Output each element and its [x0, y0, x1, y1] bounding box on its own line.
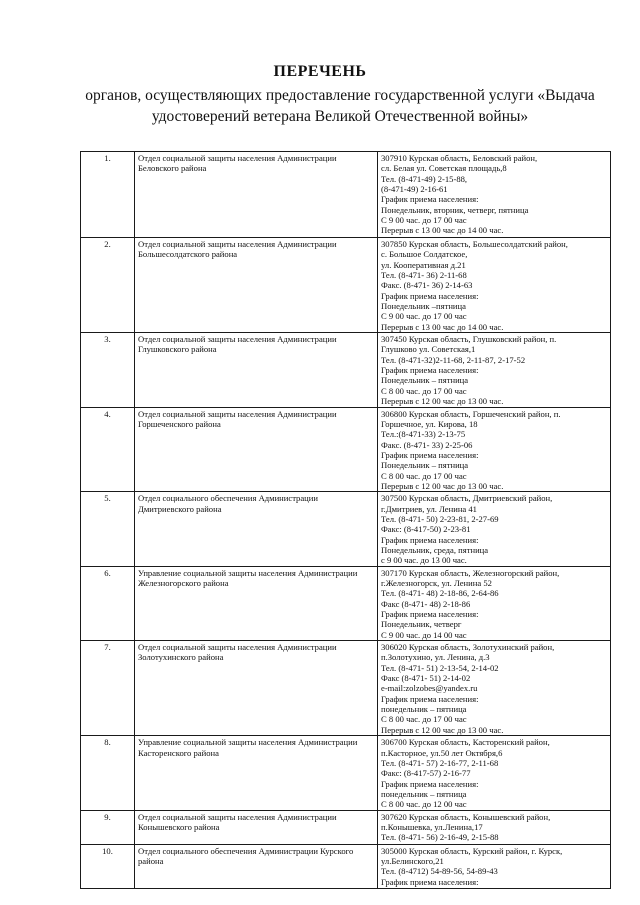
- address-line: г.Дмитриев, ул. Ленина 41: [381, 503, 477, 514]
- address-line: С 9 00 час. до 17 00 час: [381, 215, 467, 226]
- address-line: График приема населения:: [381, 534, 479, 545]
- address-line: 307500 Курская область, Дмитриевский район,: [381, 493, 553, 504]
- organization-name: Управление социальной защиты населения Администрации Касторенского района: [135, 736, 378, 810]
- organization-name: Отдел социальной защиты населения Администрации Беловского района: [135, 152, 378, 238]
- table-row: [81, 844, 611, 888]
- address-line: С 8 00 час. до 17 00 час: [381, 470, 467, 481]
- organization-name: Управление социальной защиты населения Администрации Железногорского района: [135, 566, 378, 640]
- address-contacts: [378, 844, 611, 888]
- address-line: 305000 Курская область, Курский район, г. Курск,: [381, 845, 563, 856]
- organization-name: Отдел социальной защиты населения Администрации Большесолдатского района: [135, 238, 378, 333]
- address-line: Тел. (8-471-49) 2-15-88,: [381, 173, 468, 184]
- address-line: Тел. (8-471- 36) 2-11-68: [381, 270, 467, 281]
- organization-name: Отдел социальной защиты населения Администрации Конышевского района: [135, 810, 378, 844]
- address-line: 307170 Курская область, Железногорский район,: [381, 567, 560, 578]
- table-row: [81, 641, 611, 736]
- address-line: понедельник – пятница: [381, 788, 467, 799]
- table-row: [81, 407, 611, 492]
- address-line: График приема населения:: [381, 365, 479, 376]
- row-number: 2.: [81, 238, 135, 333]
- address-line: ул. Кооперативная д.21: [381, 259, 466, 270]
- address-line: График приема населения:: [381, 194, 479, 205]
- row-number: 1.: [81, 152, 135, 238]
- address-line: С 8 00 час. до 12 00 час: [381, 799, 467, 810]
- subtitle-line: удостоверений ветерана Великой Отечественной войны»: [151, 108, 529, 125]
- address-line: Тел. (8-471- 57) 2-16-77, 2-11-68: [381, 757, 499, 768]
- address-line: График приема населения:: [381, 609, 479, 620]
- address-line: 306800 Курская область, Горшеченский район, п.: [381, 408, 561, 419]
- address-line: Понедельник, четверг: [381, 619, 462, 630]
- address-line: С 8 00 час. до 17 00 час: [381, 385, 467, 396]
- address-line: Перерыв с 13 00 час до 14 00 час.: [381, 225, 504, 236]
- organization-name: Отдел социального обеспечения Администрации Курского района: [135, 844, 378, 888]
- address-line: Тел. (8-471- 48) 2-18-86, 2-64-86: [381, 588, 499, 599]
- address-line: Тел. (8-471- 50) 2-23-81, 2-27-69: [381, 513, 499, 524]
- address-line: п.Касторное, ул.50 лет Октября,6: [381, 747, 503, 758]
- address-line: Понедельник, вторник, четверг, пятница: [381, 204, 529, 215]
- row-number: 4.: [81, 407, 135, 492]
- table-row: [81, 238, 611, 333]
- address-line: Горшечное, ул. Кирова, 18: [381, 418, 478, 429]
- address-line: Перерыв с 12 00 час до 13 00 час.: [381, 480, 504, 491]
- address-line: График приема населения:: [381, 778, 479, 789]
- address-line: 307850 Курская область, Большесолдатский район,: [381, 239, 568, 249]
- table-row: [81, 492, 611, 566]
- address-contacts: [378, 152, 611, 238]
- address-line: понедельник – пятница: [381, 704, 467, 715]
- address-line: Факс. (8-471- 33) 2-25-06: [381, 439, 473, 450]
- address-line: e-mail:zolzobes@yandex.ru: [381, 683, 478, 694]
- row-number: 9.: [81, 810, 135, 844]
- address-line: Тел.:(8-471-33) 2-13-75: [381, 429, 466, 440]
- table-row: [81, 152, 611, 238]
- address-line: Понедельник – пятница: [381, 375, 469, 386]
- address-contacts: [378, 641, 611, 736]
- address-line: График приема населения:: [381, 693, 479, 704]
- table-row: [81, 333, 611, 407]
- organization-name: Отдел социального обеспечения Администрации Дмитриевского района: [135, 492, 378, 566]
- address-line: 306700 Курская область, Касторенский район,: [381, 737, 550, 748]
- row-number: 5.: [81, 492, 135, 566]
- organization-name: Отдел социальной защиты населения Администрации Золотухинского района: [135, 641, 378, 736]
- row-number: 10.: [81, 844, 135, 888]
- address-line: Перерыв с 13 00 час до 14 00 час.: [381, 321, 504, 332]
- address-line: Глушково ул. Советская,1: [381, 344, 476, 355]
- address-line: С 9 00 час. до 14 00 час: [381, 629, 467, 640]
- subtitle-line: органов, осуществляющих предоставление государственной услуги «Выдача: [85, 87, 595, 104]
- address-line: Тел. (8-471- 51) 2-13-54, 2-14-02: [381, 662, 499, 673]
- row-number: 7.: [81, 641, 135, 736]
- row-number: 6.: [81, 566, 135, 640]
- address-line: ул.Белинского,21: [381, 855, 444, 866]
- address-line: Тел. (8-471-32)2-11-68, 2-11-87, 2-17-52: [381, 354, 526, 365]
- address-line: 306020 Курская область, Золотухинский район,: [381, 642, 555, 653]
- address-line: 307620 Курская область, Конышевский район,: [381, 811, 551, 822]
- address-line: График приема населения:: [381, 449, 479, 460]
- address-line: Понедельник –пятница: [381, 301, 466, 312]
- address-line: Факс: (8-417-50) 2-23-81: [381, 524, 471, 535]
- address-line: Факс: (8-417-57) 2-16-77: [381, 768, 471, 779]
- row-number: 3.: [81, 333, 135, 407]
- table-row: [81, 736, 611, 810]
- address-line: (8-471-49) 2-16-61: [381, 184, 448, 195]
- address-line: Факс. (8-471- 36) 2-14-63: [381, 280, 473, 291]
- agencies-table: [80, 151, 611, 889]
- table-row: [81, 566, 611, 640]
- address-line: График приема населения:: [381, 876, 479, 887]
- address-line: 307910 Курская область, Беловский район,: [381, 153, 538, 163]
- table-row: [81, 810, 611, 844]
- address-line: С 8 00 час. до 17 00 час: [381, 714, 467, 725]
- address-line: Перерыв с 12 00 час до 13 00 час.: [381, 724, 504, 735]
- address-line: Понедельник, среда, пятница: [381, 544, 489, 555]
- address-line: График приема населения:: [381, 290, 479, 301]
- address-line: с. Большое Солдатское,: [381, 249, 468, 260]
- address-contacts: [378, 492, 611, 566]
- address-line: с 9 00 час. до 13 00 час.: [381, 555, 467, 566]
- address-line: сл. Белая ул. Советская площадь,8: [381, 163, 507, 174]
- address-line: С 9 00 час. до 17 00 час: [381, 311, 467, 322]
- address-line: Факс (8-471- 48) 2-18-86: [381, 598, 471, 609]
- address-contacts: [378, 810, 611, 844]
- address-contacts: [378, 736, 611, 810]
- address-line: п.Золотухино, ул. Ленина, д.3: [381, 652, 490, 663]
- address-contacts: [378, 566, 611, 640]
- address-line: 307450 Курская область, Глушковский район, п.: [381, 334, 557, 345]
- document-title: ПЕРЕЧЕНЬ: [273, 63, 367, 80]
- document-subtitle: [60, 85, 620, 127]
- address-contacts: [378, 407, 611, 492]
- address-line: Тел. (8-471- 56) 2-16-49, 2-15-88: [381, 832, 499, 843]
- address-line: Понедельник – пятница: [381, 460, 469, 471]
- address-contacts: [378, 238, 611, 333]
- organization-name: Отдел социальной защиты населения Администрации Горшеченского района: [135, 407, 378, 492]
- address-line: п.Конышевка, ул.Ленина,17: [381, 821, 483, 832]
- address-line: г.Железногорск, ул. Ленина 52: [381, 578, 492, 588]
- row-number: 8.: [81, 736, 135, 810]
- address-line: Тел. (8-4712) 54-89-56, 54-89-43: [381, 866, 498, 877]
- organization-name: Отдел социальной защиты населения Администрации Глушковского района: [135, 333, 378, 407]
- address-line: Перерыв с 12 00 час до 13 00 час.: [381, 396, 504, 407]
- address-line: Факс (8-471- 51) 2-14-02: [381, 673, 471, 684]
- address-contacts: [378, 333, 611, 407]
